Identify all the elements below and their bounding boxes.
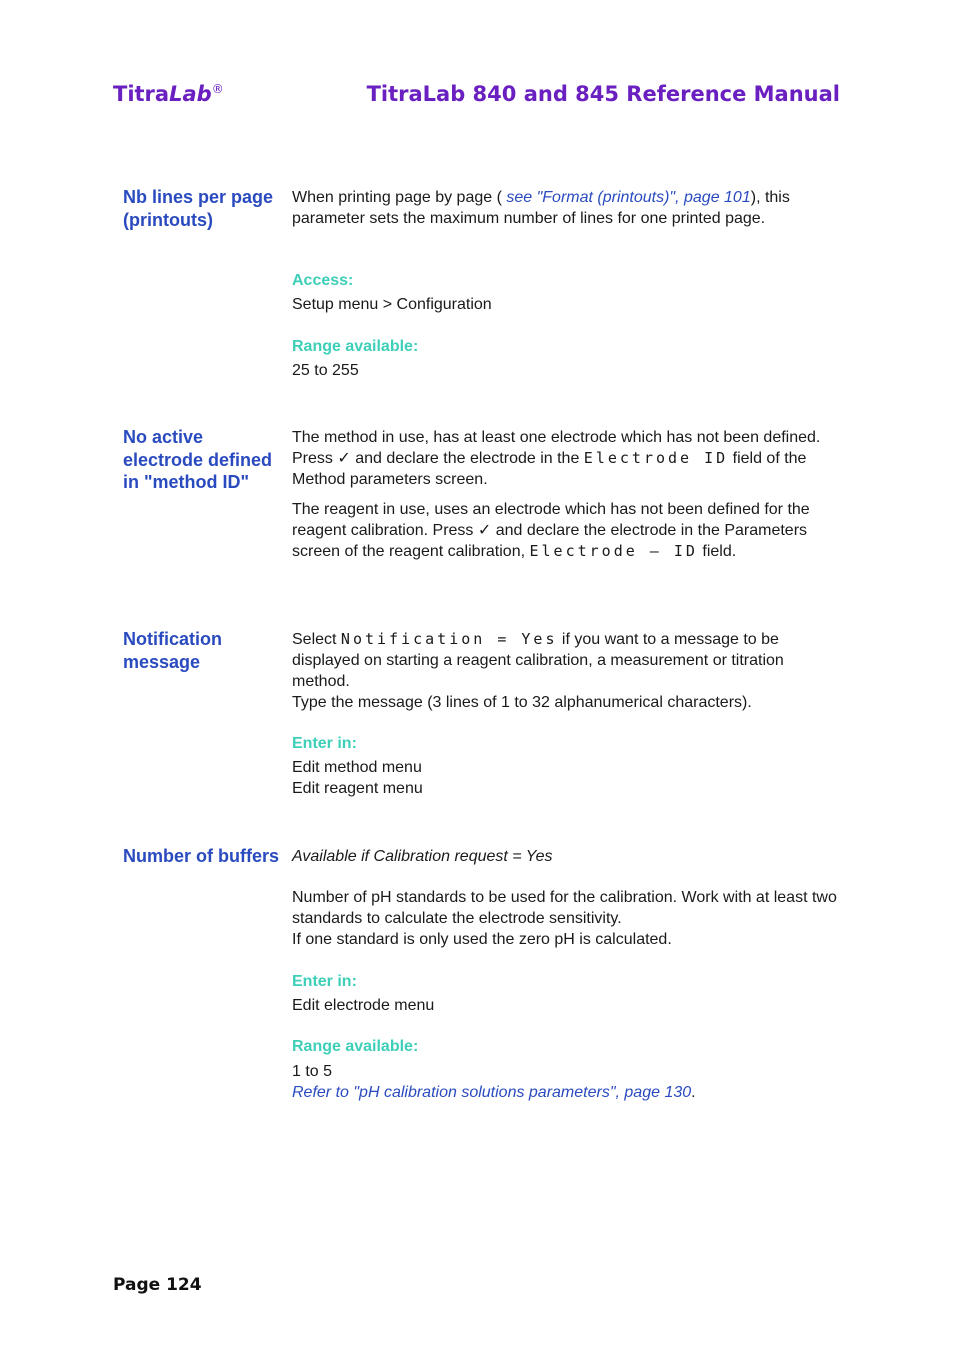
nb-lines-access-value: Setup menu > Configuration — [292, 296, 492, 313]
no-electrode-paragraph-1 — [292, 427, 837, 490]
nb-lines-text-b: ), this parameter sets the maximum number of lines for one printed page. — [292, 189, 790, 227]
buffers-p2: If one standard is only used the zero pH is calculated. — [292, 931, 672, 948]
notification-enter-2: Edit reagent menu — [292, 780, 423, 797]
brand-logo — [113, 82, 224, 106]
buffers-availability: Available if Calibration request = Yes — [292, 848, 553, 865]
buffers-range-block — [292, 1061, 837, 1103]
electrode-dash-id-field-code: Electrode – ID — [529, 542, 698, 560]
nb-lines-text-a: When printing page by page ( — [292, 189, 507, 206]
no-electrode-p2-c: field. — [697, 543, 737, 560]
nb-lines-access-label: Access: — [292, 272, 354, 289]
term-notification-message: Notification message — [123, 629, 222, 672]
nb-lines-range-label: Range available: — [292, 338, 419, 355]
no-electrode-p1-a: The method in use, has at least one electrode which has not been defined. Press — [292, 429, 821, 467]
buffers-description — [292, 887, 837, 950]
notification-p2: Type the message (3 lines of 1 to 32 alphanumerical characters). — [292, 694, 752, 711]
nb-lines-range-value: 25 to 255 — [292, 362, 359, 379]
buffers-range-value: 1 to 5 — [292, 1063, 333, 1080]
term-number-of-buffers: Number of buffers — [123, 846, 280, 866]
electrode-id-field-code: Electrode ID — [583, 449, 729, 467]
checkmark-icon: ✓ — [477, 522, 492, 539]
nb-lines-description — [292, 187, 837, 229]
ph-calibration-link[interactable]: Refer to "pH calibration solutions parameters", page 130 — [292, 1084, 692, 1101]
brand-plain: Titra — [113, 82, 170, 106]
no-electrode-paragraph-2 — [292, 499, 837, 562]
notification-p1-a: Select — [292, 631, 341, 648]
no-electrode-p2-a: The reagent in use, uses an electrode which has not been defined for the reagent calibration. Press — [292, 501, 810, 539]
no-electrode-p1-c: field of the Method parameters screen. — [292, 450, 807, 488]
buffers-enter-label: Enter in: — [292, 973, 357, 990]
notification-yes-code: Notification = Yes — [340, 630, 558, 648]
format-printouts-link[interactable]: see "Format (printouts)", page 101 — [506, 189, 751, 206]
notification-enter-1: Edit method menu — [292, 759, 422, 776]
notification-description — [292, 629, 837, 713]
buffers-p1: Number of pH standards to be used for the calibration. Work with at least two standards to calculate the electrode sensitivity. — [292, 889, 837, 927]
page-number: Page 124 — [113, 1275, 202, 1295]
buffers-range-label: Range available: — [292, 1038, 419, 1055]
no-electrode-p1-b: and declare the electrode in the — [350, 450, 584, 467]
term-nb-lines: Nb lines per page (printouts) — [123, 187, 274, 230]
notification-enter-label: Enter in: — [292, 735, 357, 752]
notification-p1-b: if you want to a message to be displayed on starting a reagent calibration, a measurement or titration method. — [292, 631, 784, 690]
buffers-enter-value: Edit electrode menu — [292, 997, 435, 1014]
brand-registered-mark: ® — [211, 82, 224, 96]
term-no-active-electrode: No active electrode defined in "method ID" — [123, 427, 273, 492]
ref-period: . — [691, 1084, 696, 1101]
notification-enter-values — [292, 757, 837, 799]
manual-title: TitraLab 840 and 845 Reference Manual — [366, 82, 840, 106]
no-electrode-p2-b: and declare the electrode in the Parameters screen of the reagent calibration, — [292, 522, 808, 560]
brand-italic: Lab — [169, 82, 212, 106]
checkmark-icon: ✓ — [337, 450, 351, 467]
